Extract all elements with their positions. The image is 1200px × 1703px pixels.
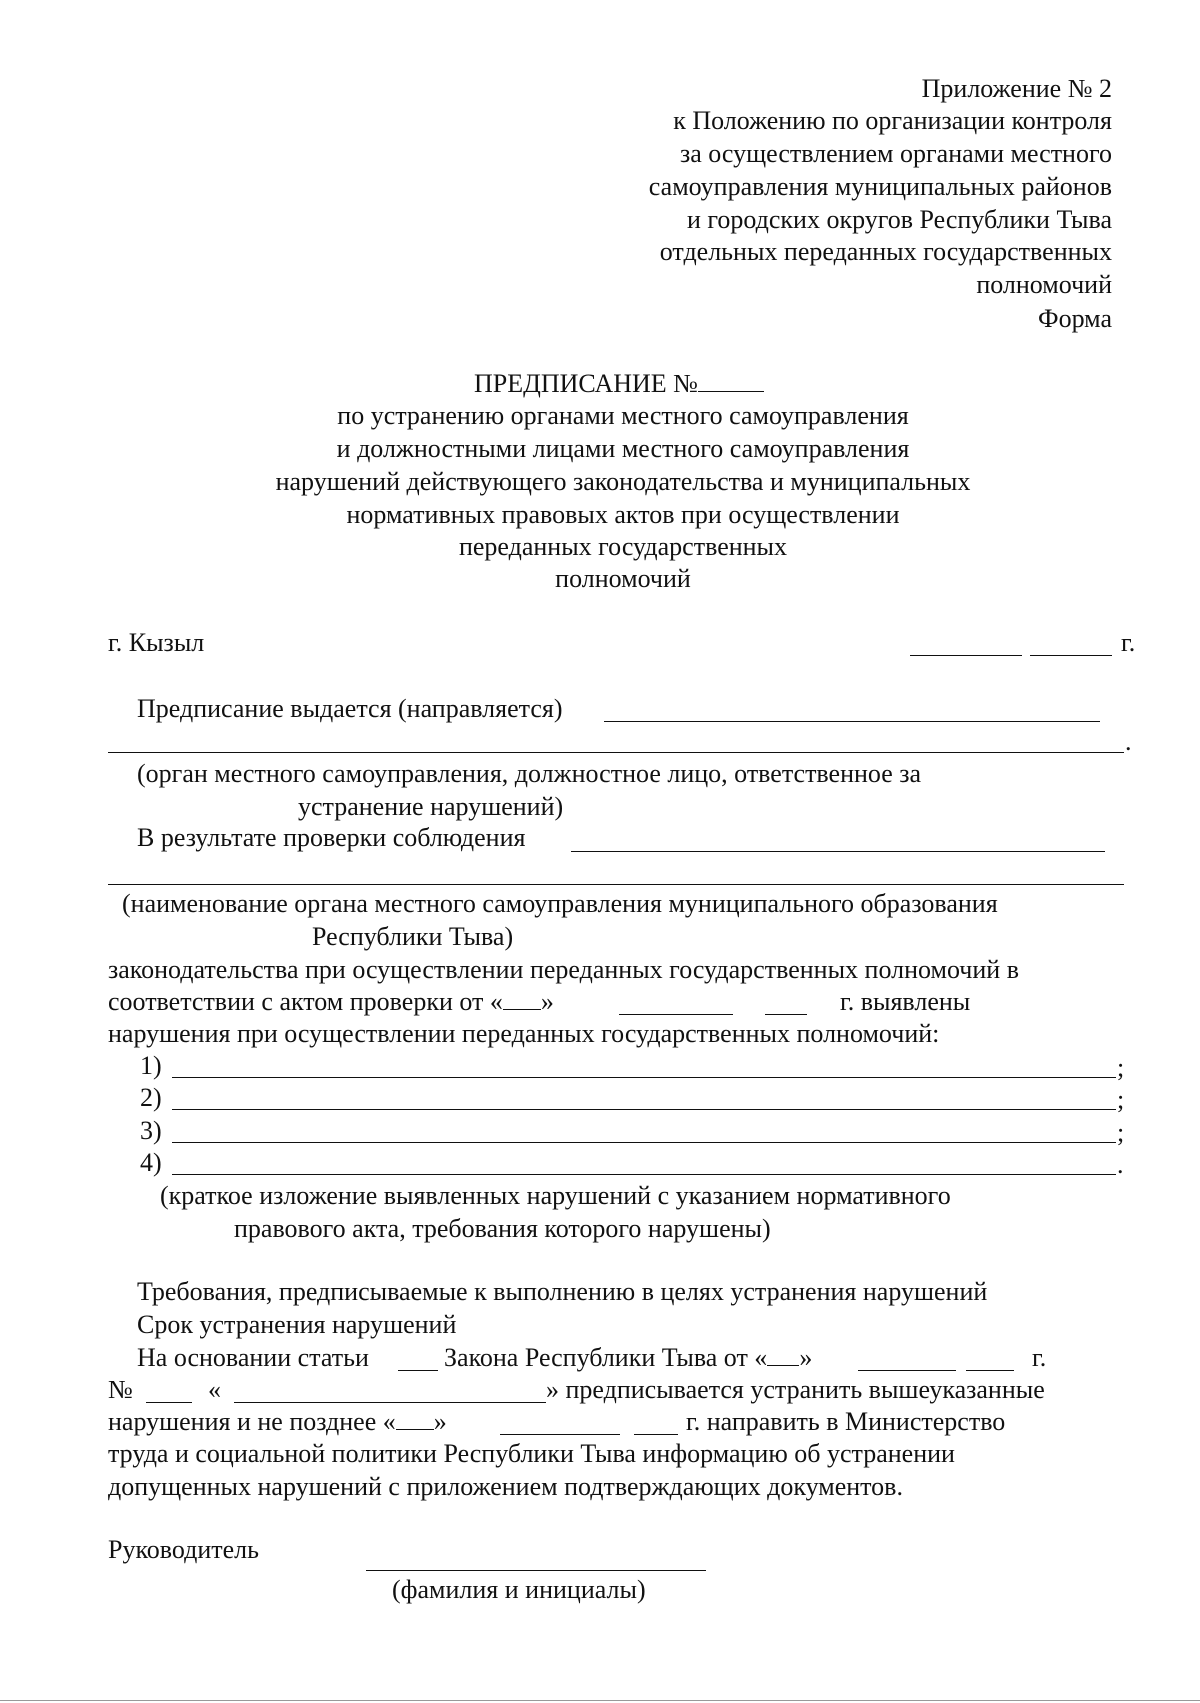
check-hint: (наименование органа местного самоуправления муниципального образования xyxy=(122,889,998,918)
law-quote: » xyxy=(799,1343,813,1372)
basis-label: На основании статьи xyxy=(137,1343,369,1372)
date-blank[interactable] xyxy=(910,655,1022,656)
due-month-blank[interactable] xyxy=(500,1434,620,1435)
issued-to-blank-2[interactable] xyxy=(108,752,1124,753)
act-month-blank[interactable] xyxy=(619,1014,733,1015)
deadline-line: Срок устранения нарушений xyxy=(137,1310,457,1339)
due-label: нарушения и не позднее « xyxy=(108,1407,396,1436)
basis-law xyxy=(444,1342,812,1374)
title-line: полномочий xyxy=(555,564,691,593)
law-year-suffix: г. xyxy=(1032,1343,1047,1372)
issued-end: . xyxy=(1125,727,1132,756)
appendix-line: и городских округов Республики Тыва xyxy=(686,205,1112,234)
violations-hint: (краткое изложение выявленных нарушений с указанием нормативного xyxy=(160,1181,951,1210)
violation-number: 2) xyxy=(140,1083,162,1112)
violation-blank[interactable] xyxy=(172,1109,1116,1110)
check-text-3: нарушения при осуществлении переданных государственных полномочий: xyxy=(108,1019,940,1048)
act-from-label: соответствии с актом проверки от « xyxy=(108,987,503,1016)
check-blank-2[interactable] xyxy=(108,884,1124,885)
appendix-line: отдельных переданных государственных xyxy=(659,237,1112,266)
documents-line: допущенных нарушений с приложением подтверждающих документов. xyxy=(108,1472,903,1501)
check-label: В результате проверки соблюдения xyxy=(137,823,526,852)
prescribes-text: » предписывается устранить вышеуказанные xyxy=(546,1375,1045,1404)
act-found: г. выявлены xyxy=(840,987,971,1016)
law-title-blank[interactable] xyxy=(234,1402,546,1403)
due-year-blank[interactable] xyxy=(634,1434,678,1435)
due-text xyxy=(108,1406,447,1438)
violation-end: ; xyxy=(1117,1085,1125,1114)
article-blank[interactable] xyxy=(398,1370,438,1371)
signature-hint: (фамилия и инициалы) xyxy=(392,1575,646,1604)
law-month-blank[interactable] xyxy=(858,1370,956,1371)
document-title xyxy=(474,368,764,400)
title-heading: ПРЕДПИСАНИЕ № xyxy=(474,369,698,398)
violation-number: 3) xyxy=(140,1116,162,1145)
act-year-blank[interactable] xyxy=(765,1014,807,1015)
title-line: нормативных правовых актов при осуществлении xyxy=(346,500,900,529)
appendix-number: Приложение № 2 xyxy=(921,74,1112,103)
law-title-open: « xyxy=(208,1375,221,1404)
violation-end: ; xyxy=(1117,1053,1125,1082)
page-edge-line xyxy=(0,1700,1200,1701)
title-number-blank xyxy=(698,369,764,392)
act-reference xyxy=(108,986,554,1018)
issued-hint: (орган местного самоуправления, должностное лицо, ответственное за xyxy=(137,759,922,788)
appendix-line: за осуществлением органами местного xyxy=(679,139,1112,168)
violation-blank[interactable] xyxy=(172,1142,1116,1143)
law-number-label: № xyxy=(108,1375,133,1404)
city-label: г. Кызыл xyxy=(108,628,205,657)
title-line: по устранению органами местного самоуправления xyxy=(337,401,909,430)
basis-law-label: Закона Республики Тыва от « xyxy=(444,1343,768,1372)
issued-to-blank[interactable] xyxy=(604,721,1100,722)
signature-blank[interactable] xyxy=(366,1570,706,1571)
law-year-blank[interactable] xyxy=(966,1370,1014,1371)
appendix-line: к Положению по организации контроля xyxy=(673,106,1112,135)
form-label: Форма xyxy=(1038,304,1112,333)
violation-blank[interactable] xyxy=(172,1077,1116,1078)
check-blank[interactable] xyxy=(571,851,1105,852)
violation-number: 4) xyxy=(140,1148,162,1177)
head-label: Руководитель xyxy=(108,1535,259,1564)
title-line: нарушений действующего законодательства и муниципальных xyxy=(275,467,971,496)
issued-hint-2: устранение нарушений) xyxy=(298,792,564,821)
act-quote: » xyxy=(540,987,554,1016)
issued-label: Предписание выдается (направляется) xyxy=(137,694,563,723)
title-line: и должностными лицами местного самоуправления xyxy=(336,434,910,463)
appendix-line: самоуправления муниципальных районов xyxy=(648,172,1112,201)
due-quote: » xyxy=(433,1407,447,1436)
due-day-blank[interactable] xyxy=(396,1407,434,1430)
appendix-line: полномочий xyxy=(976,270,1112,299)
year-suffix: г. xyxy=(1121,628,1136,657)
title-line: переданных государственных xyxy=(458,532,788,561)
act-day-blank[interactable] xyxy=(503,987,541,1010)
due-send: г. направить в Министерство xyxy=(686,1407,1006,1436)
violation-end: . xyxy=(1117,1150,1124,1179)
year-blank[interactable] xyxy=(1030,655,1112,656)
violation-end: ; xyxy=(1117,1118,1125,1147)
requirements-line: Требования, предписываемые к выполнению в целях устранения нарушений xyxy=(137,1277,988,1306)
check-text: законодательства при осуществлении переданных государственных полномочий в xyxy=(108,955,1019,984)
ministry-line: труда и социальной политики Республики Тыва информацию об устранении xyxy=(108,1439,955,1468)
violation-number: 1) xyxy=(140,1051,162,1080)
violations-hint-2: правового акта, требования которого нарушены) xyxy=(234,1214,771,1243)
check-hint-2: Республики Тыва) xyxy=(312,922,514,951)
violation-blank[interactable] xyxy=(172,1174,1116,1175)
law-day-blank[interactable] xyxy=(767,1343,799,1366)
law-number-blank[interactable] xyxy=(146,1402,192,1403)
